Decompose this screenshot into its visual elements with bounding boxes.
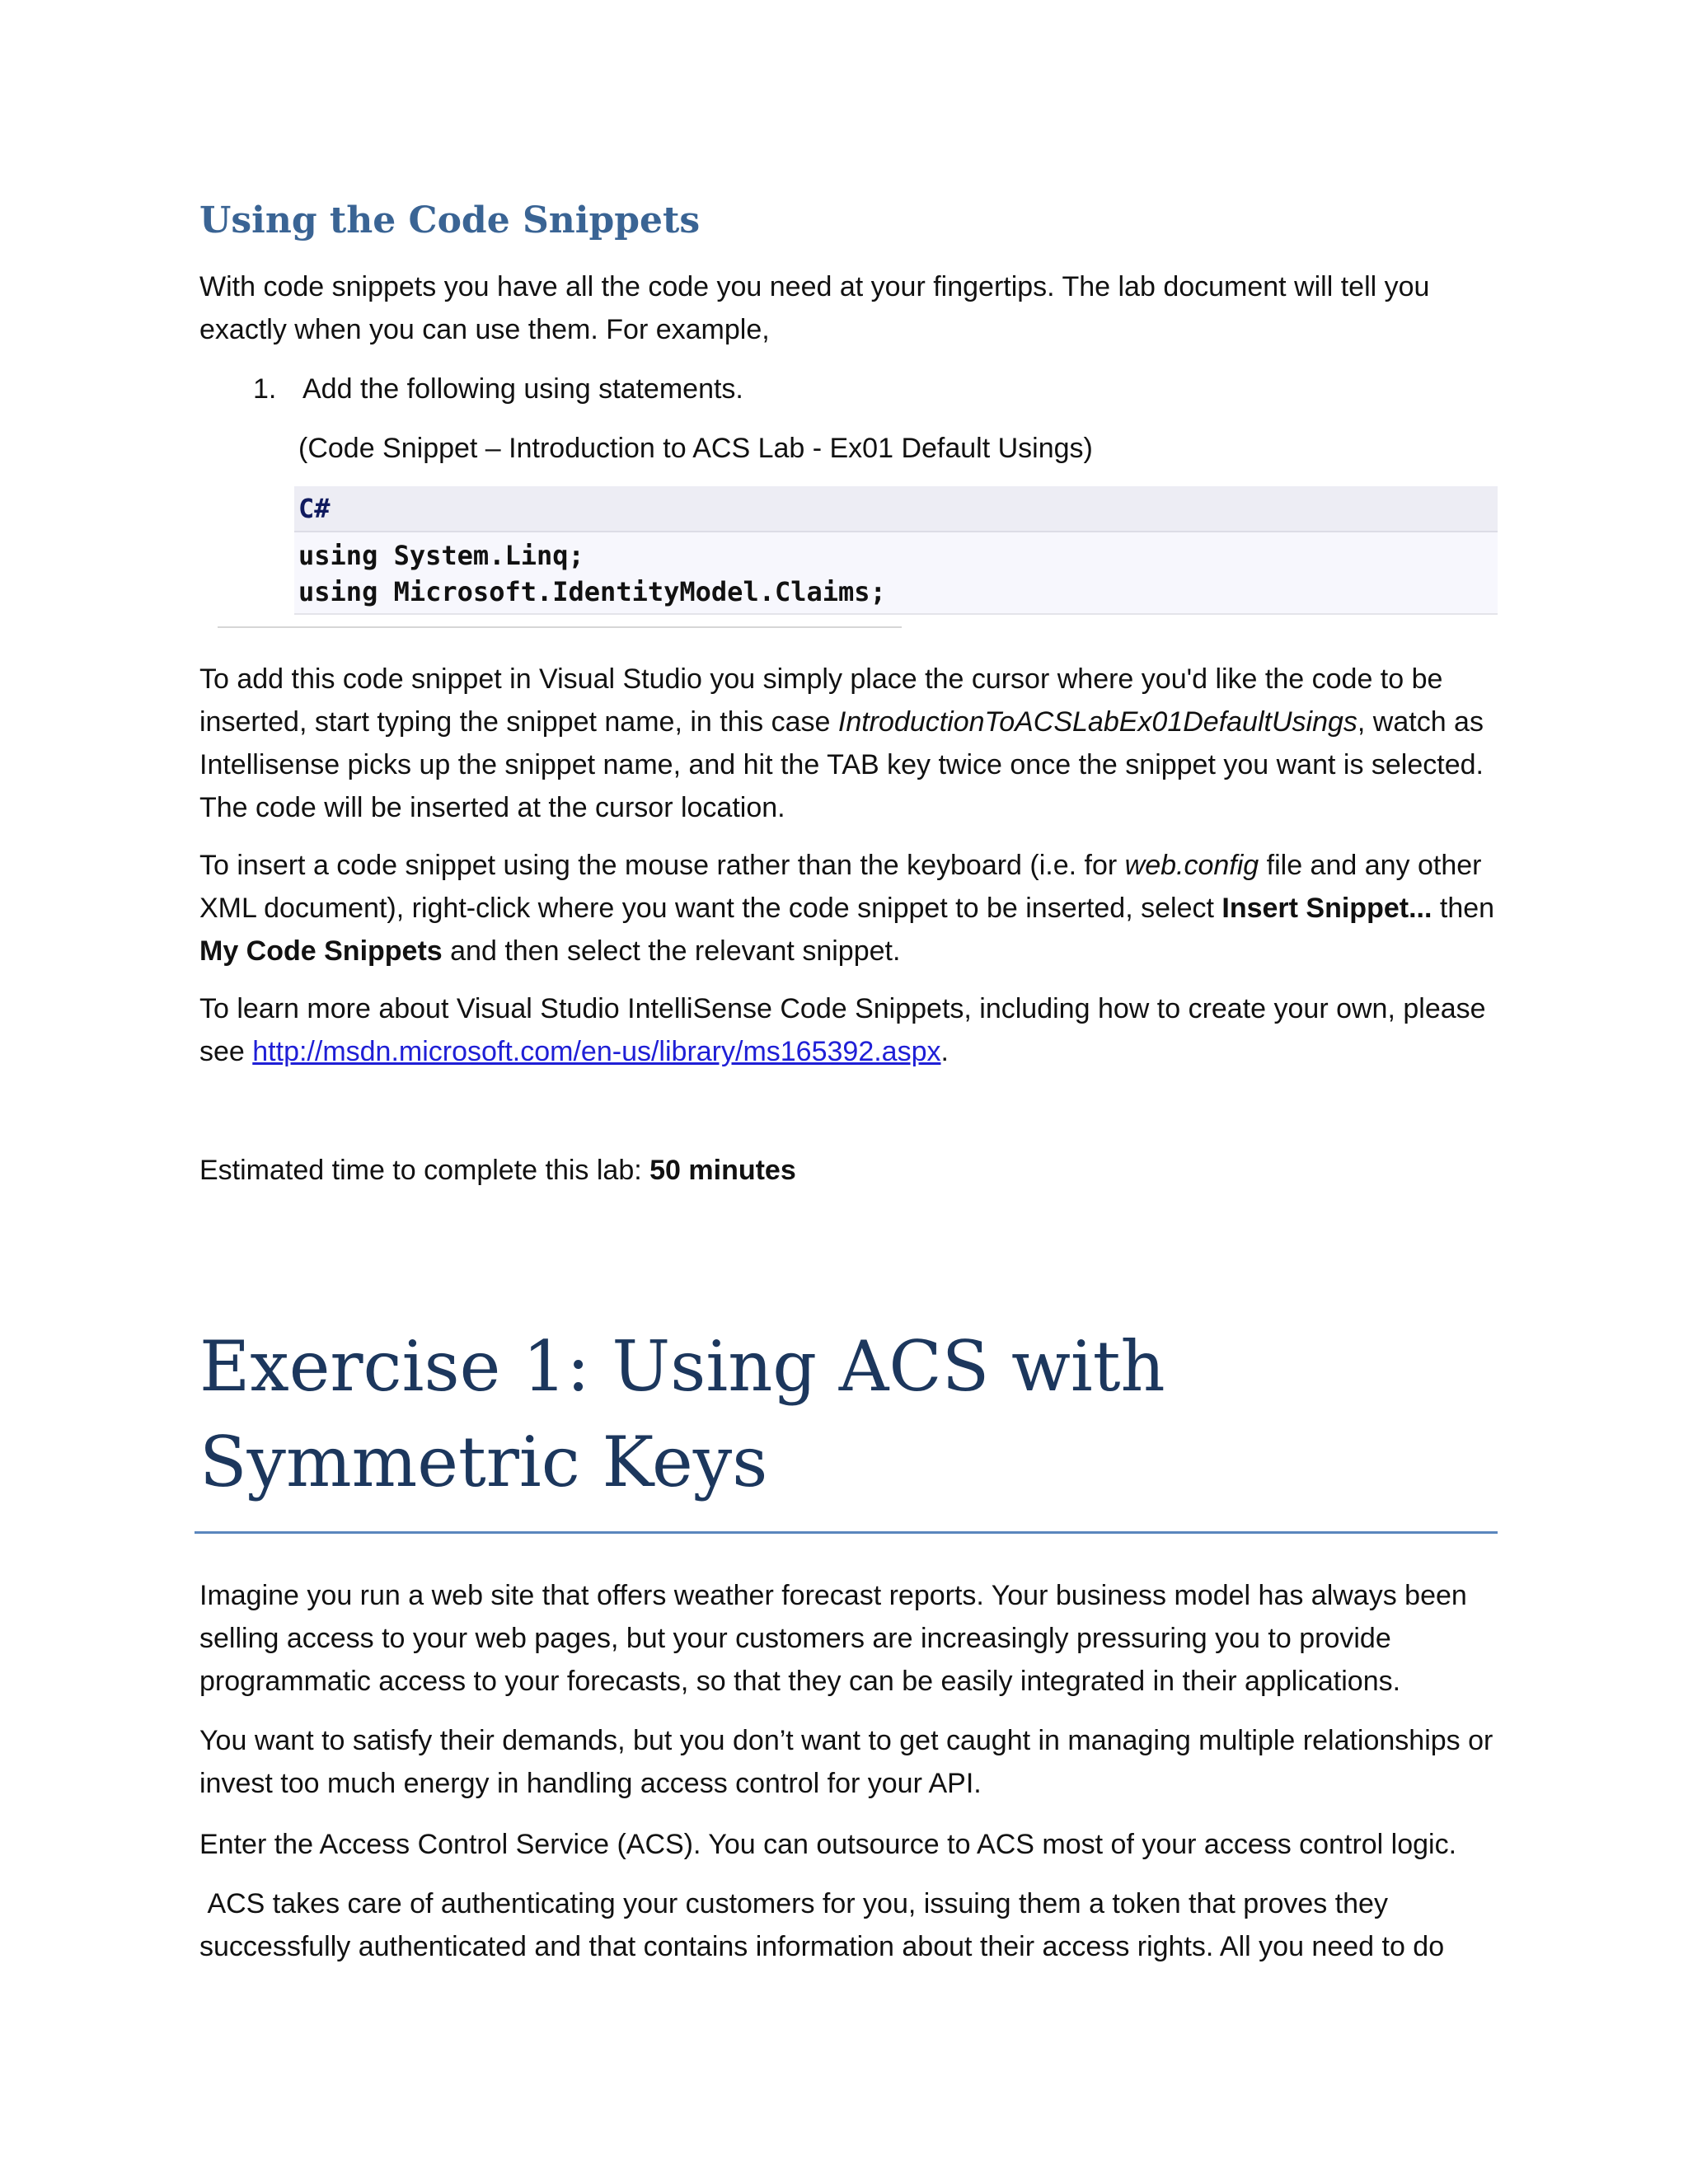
learn-more-paragraph [199,987,1498,1073]
step-text: Add the following using statements. [302,373,743,405]
code-body [294,532,1498,613]
my-code-snippets-menu-label: My Code Snippets [199,935,443,967]
body-paragraph: Enter the Access Control Service (ACS). You can outsource to ACS most of your access control logic. [199,1829,1457,1860]
paragraph-text: then [1432,893,1495,924]
estimate-label: Estimated time to complete this lab: [199,1155,650,1186]
snippet-name: IntroductionToACSLabEx01DefaultUsings [837,706,1357,738]
exercise-heading: Exercise 1: Using ACS with Symmetric Keys [199,1326,1165,1502]
paragraph-text: To add this code snippet in Visual Studio you simply place the cursor where you'd like the code to be inserted, start typing the snippet name, in this case [199,663,1443,738]
body-paragraph: ACS takes care of authenticating your customers for you, issuing them a token that proves they successfully authenticated and that contains information about their access rights. All you need to do [199,1888,1445,1962]
numbered-step [253,368,1489,410]
code-language-label: C# [294,486,1498,532]
insert-snippet-menu-label: Insert Snippet... [1221,893,1432,924]
code-line: using System.Linq; [298,540,584,571]
config-file-name: web.config [1124,850,1259,881]
intro-paragraph: With code snippets you have all the code you need at your fingertips. The lab document will tell you exactly when you can use them. For example, [199,271,1430,345]
code-block [294,486,1498,615]
estimated-time [199,1149,1498,1192]
snippet-reference: (Code Snippet – Introduction to ACS Lab - Ex01 Default Usings) [298,433,1093,464]
body-paragraph: You want to satisfy their demands, but you don’t want to get caught in managing multiple relationships or invest too much energy in handling access control for your API. [199,1725,1493,1799]
paragraph-text: . [940,1036,949,1067]
heading-underline [195,1531,1498,1534]
body-paragraph: Imagine you run a web site that offers weather forecast reports. Your business model has always been selling access to your web pages, but your customers are increasingly pressuring you to provide programmatic access to your forecasts, so that they can be easily integrated in their applications. [199,1580,1467,1697]
section-heading: Using the Code Snippets [199,199,701,241]
paragraph-text: file and any other XML document), right-click where you want the code snippet to be inserted, select [199,850,1482,924]
mouse-insert-paragraph [199,844,1498,972]
estimate-value: 50 minutes [649,1155,796,1186]
paragraph-text: and then select the relevant snippet. [442,935,901,967]
msdn-link[interactable]: http://msdn.microsoft.com/en-us/library/ms165392.aspx [252,1036,941,1067]
paragraph-text: , watch as Intellisense picks up the snippet name, and hit the TAB key twice once the snippet you want is selected. The code will be inserted at the cursor location. [199,706,1484,823]
insert-snippet-paragraph [199,658,1498,829]
code-divider [218,626,902,628]
paragraph-text: To insert a code snippet using the mouse rather than the keyboard (i.e. for [199,850,1125,881]
paragraph-text: To learn more about Visual Studio IntelliSense Code Snippets, including how to create your own, please see [199,993,1486,1067]
code-line: using Microsoft.IdentityModel.Claims; [298,576,886,607]
step-number: 1. [253,373,277,405]
